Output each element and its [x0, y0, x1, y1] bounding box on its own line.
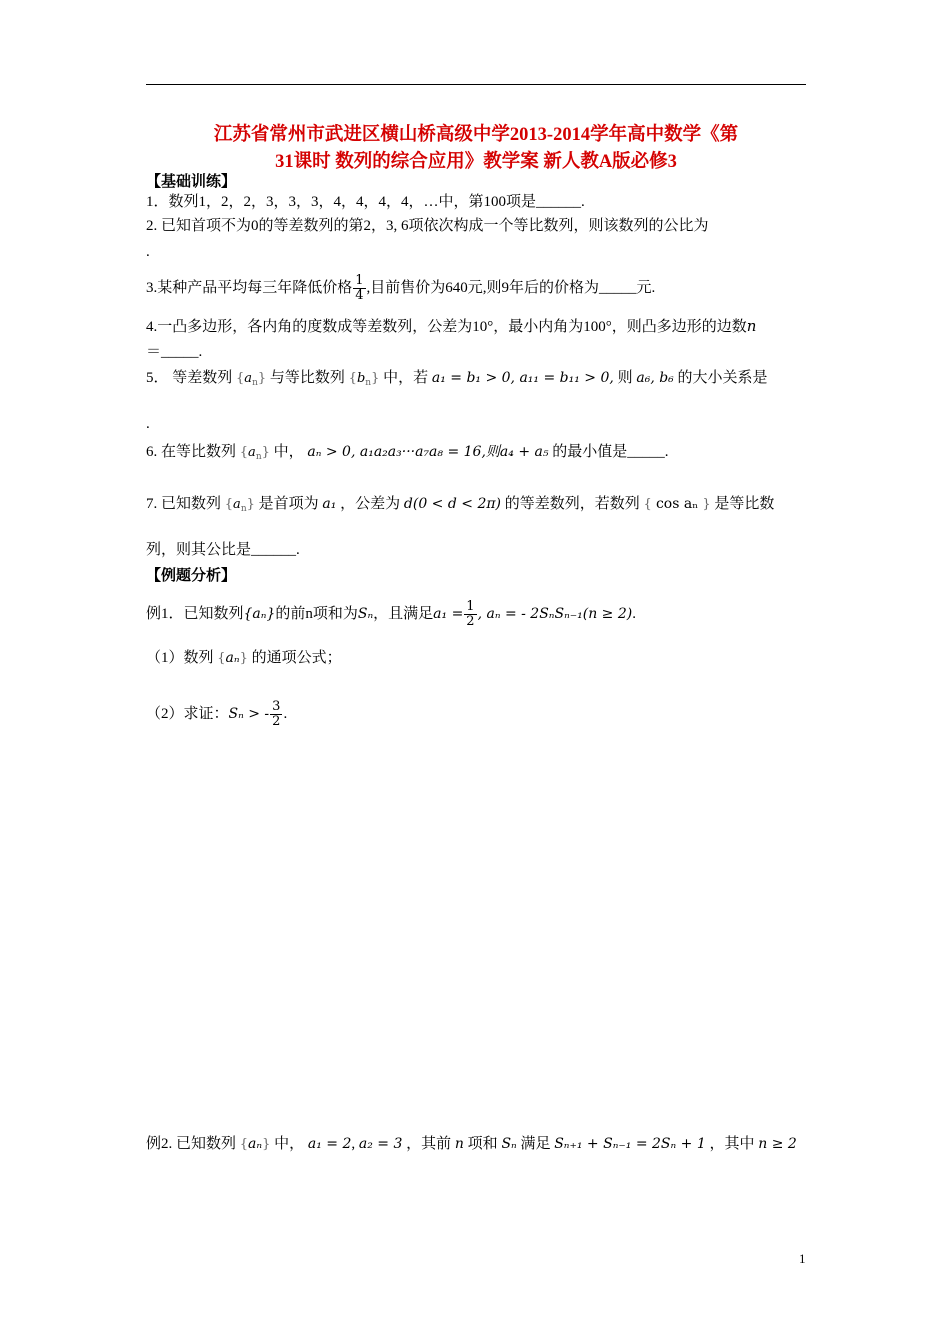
example-2-mid-1: 中，: [274, 1136, 305, 1152]
question-6-prefix: 6. 在等比数列: [146, 444, 237, 460]
question-7-suffix: 是等比数: [714, 496, 775, 512]
cos-sequence-braces: { cos aₙ }: [643, 496, 711, 512]
question-4-line-2: ＝_____.: [146, 344, 203, 360]
example-1-part-1: [146, 648, 342, 669]
fraction-denominator: 2: [466, 614, 475, 629]
question-5-condition: a₁ = b₁ > 0, a₁₁ = b₁₁ > 0,: [431, 370, 614, 386]
section-basic-heading: 【基础训练】: [146, 174, 237, 190]
example-1-mid-2: ，且满足: [373, 605, 434, 622]
example-2-prefix: 例2. 已知数列: [146, 1136, 237, 1152]
part-2-expression: Sₙ > -: [228, 705, 270, 722]
question-7-mid-1: 是首项为: [258, 496, 319, 512]
question-3-suffix: ,目前售价为640元,则9年后的价格为_____元.: [366, 279, 656, 296]
section-example-heading: 【例题分析】: [146, 568, 237, 584]
example-2-mid-5: ，其中: [709, 1136, 755, 1152]
question-4-text: 4.一凸多边形，各内角的度数成等差数列，公差为10°，最小内角为100°，则凸多边形的边数: [146, 319, 747, 335]
question-5-suffix: 的大小关系是: [677, 370, 768, 386]
question-7-first-term: a₁: [322, 496, 337, 512]
fraction-denominator: 4: [355, 288, 364, 303]
question-7-mid-2: ，公差为: [340, 496, 401, 512]
example-2-n: n: [454, 1136, 464, 1152]
example-2-mid-4: 满足: [520, 1136, 551, 1152]
page-number: 1: [799, 1251, 806, 1266]
question-6-mid: 中，: [273, 444, 304, 460]
question-3: [146, 274, 655, 303]
question-5-variables: a₆, b₆: [636, 370, 674, 386]
example-1: [146, 600, 636, 629]
example-2-sum: Sₙ: [501, 1136, 517, 1152]
question-7-line-1: [146, 494, 774, 519]
sequence-a-braces: $\{a_n\}$: [224, 497, 255, 514]
example-1-condition-a: a₁ =: [433, 605, 464, 622]
example-1-end: .: [632, 605, 636, 622]
example-2: 例2. 已知数列 {aₙ} 中， a₁ = 2, a₂ = 3 ，其前 n 项和 Sₙ 满足 Sₙ₊₁ + Sₙ₋₁ = 2Sₙ + 1 ，其中 n ≥ 2: [146, 1136, 797, 1152]
example-2-mid-2: ，其前: [406, 1136, 452, 1152]
example-2-relation: Sₙ₊₁ + Sₙ₋₁ = 2Sₙ + 1: [554, 1136, 706, 1152]
question-5-mid-2: 中，若: [383, 370, 429, 386]
example-2-a1: a₁ = 2: [307, 1136, 352, 1152]
question-3-prefix: 3.某种产品平均每三年降低价格: [146, 279, 353, 296]
question-5-prefix: 5． 等差数列: [146, 370, 233, 386]
example-1-part-2: [146, 700, 287, 729]
question-4-line-1: [146, 316, 756, 337]
variable-n: n: [746, 317, 757, 335]
question-2-line-1: 2. 已知首项不为0的等差数列的第2，3, 6项依次构成一个等比数列，则该数列的公比为: [146, 218, 709, 234]
fraction-half: [464, 600, 476, 629]
question-7-prefix: 7. 已知数列: [146, 496, 222, 512]
part-1-suffix: 的通项公式；: [251, 650, 342, 666]
example-1-sum: Sₙ: [357, 605, 374, 622]
question-5-line-1: [146, 368, 806, 393]
example-1-prefix: 例1．已知数列: [146, 605, 244, 622]
header-rule: [146, 84, 806, 85]
question-7-common-difference: d(0 < d < 2π): [403, 496, 502, 512]
part-2-prefix: （2）求证：: [146, 705, 229, 722]
sequence-braces: {aₙ}: [217, 650, 248, 666]
question-1: 1．数列1，2，2，3，3，3，4，4，4，4，…中，第100项是______.: [146, 194, 585, 210]
example-1-condition-b: , aₙ = - 2SₙSₙ₋₁(n ≥ 2): [477, 605, 633, 622]
sequence-b-braces: $\{b_n\}$: [348, 371, 380, 388]
sequence-a-braces: $\{a_n\}$: [239, 445, 270, 462]
question-6-condition: aₙ > 0, a₁a₂a₃···a₇a₈ = 16,则a₄ + a₅: [307, 444, 549, 460]
part-2-end: .: [283, 705, 288, 722]
question-5-line-2: .: [146, 416, 150, 432]
question-2-line-2: .: [146, 244, 150, 260]
question-5-mid-1: 与等比数列: [269, 370, 345, 386]
fraction-numerator: 1: [355, 273, 364, 288]
cos-sequence: cos aₙ: [655, 496, 699, 512]
fraction-numerator: 1: [466, 599, 475, 614]
sequence-braces: {aₙ}: [239, 1136, 271, 1152]
question-7-line-2: 列，则其公比是______.: [146, 542, 300, 558]
question-6: [146, 442, 668, 467]
fraction-quarter: [353, 274, 365, 303]
fraction-three-halves: [270, 700, 282, 729]
part-1-prefix: （1）数列: [146, 650, 214, 666]
example-2-sequence: aₙ: [248, 1136, 263, 1152]
question-6-suffix: 的最小值是_____.: [552, 444, 669, 460]
title-line-2: 31课时 数列的综合应用》教学案 新人教A版必修3: [275, 152, 677, 172]
fraction-numerator: 3: [272, 699, 281, 714]
fraction-denominator: 2: [272, 714, 281, 729]
sequence-a-braces: $\{a_n\}$: [236, 371, 267, 388]
example-1-sequence: {aₙ}: [243, 605, 276, 622]
example-2-condition: n ≥ 2: [758, 1136, 797, 1152]
document-title: [146, 122, 806, 176]
part-1-sequence: aₙ: [225, 650, 240, 666]
example-2-a2: a₂ = 3: [358, 1136, 403, 1152]
question-7-mid-3: 的等差数列，若数列: [504, 496, 640, 512]
example-1-mid: 的前n项和为: [275, 605, 358, 622]
question-5-then: 则: [617, 370, 633, 386]
example-2-mid-3: 项和: [467, 1136, 498, 1152]
title-line-1: 江苏省常州市武进区横山桥高级中学2013-2014学年高中数学《第: [213, 125, 739, 145]
